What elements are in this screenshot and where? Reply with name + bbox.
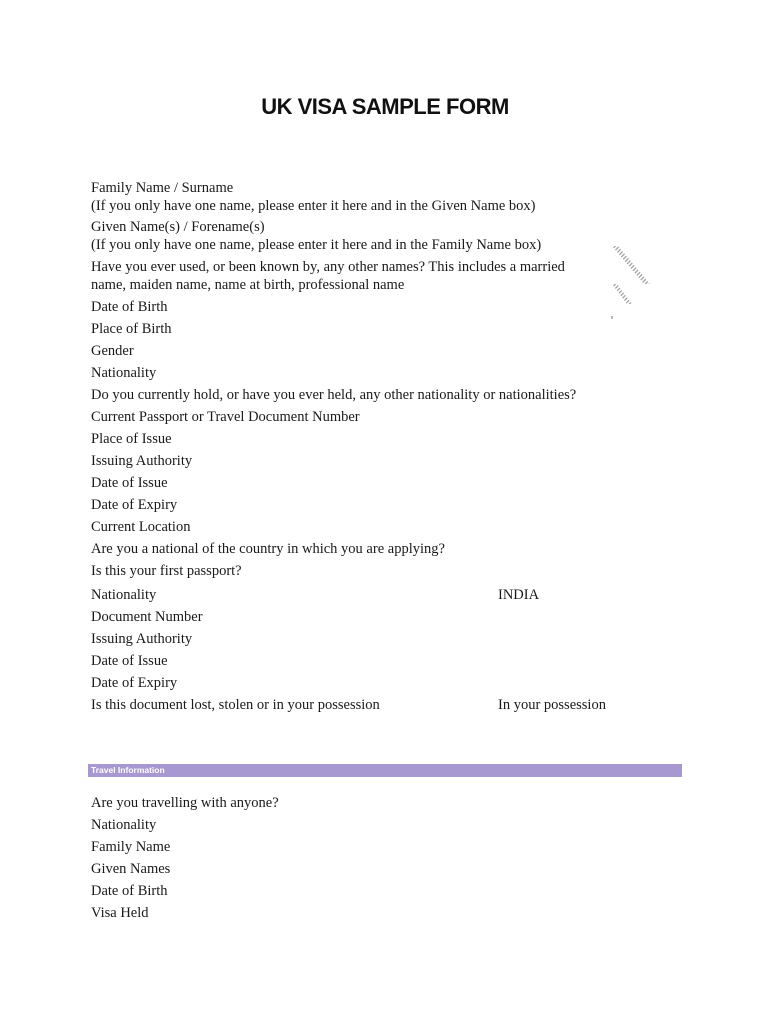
prev-status-question: Is this document lost, stolen or in your possession (91, 697, 380, 713)
passport-number-label: Current Passport or Travel Document Number (91, 409, 360, 425)
date-of-issue-label: Date of Issue (91, 475, 168, 491)
family-name-note: (If you only have one name, please enter it here and in the Given Name box) (91, 198, 536, 214)
first-passport-question: Is this your first passport? (91, 563, 242, 579)
given-name-note: (If you only have one name, please enter it here and in the Family Name box) (91, 237, 542, 253)
other-nationality-question: Do you currently hold, or have you ever held, any other nationality or nationalities? (91, 387, 577, 403)
prev-date-of-issue-label: Date of Issue (91, 653, 168, 669)
page-title: UK VISA SAMPLE FORM (261, 94, 509, 119)
companion-given-names-label: Given Names (91, 861, 171, 877)
gender-label: Gender (91, 343, 134, 359)
companion-visa-held-label: Visa Held (91, 905, 149, 921)
current-location-label: Current Location (91, 519, 191, 535)
given-name-label: Given Name(s) / Forename(s) (91, 219, 265, 235)
dob-label: Date of Birth (91, 299, 168, 315)
companion-nationality-label: Nationality (91, 817, 157, 833)
companion-dob-label: Date of Birth (91, 883, 168, 899)
scan-artifact-marks (608, 244, 656, 324)
prev-issuing-authority-label: Issuing Authority (91, 631, 193, 647)
travel-section-header (88, 764, 682, 777)
date-of-expiry-label: Date of Expiry (91, 497, 178, 513)
issuing-authority-label: Issuing Authority (91, 453, 193, 469)
prev-status-value: In your possession (498, 697, 606, 713)
prev-date-of-expiry-label: Date of Expiry (91, 675, 178, 691)
prev-document-number-label: Document Number (91, 609, 203, 625)
travel-section-label: Travel Information (91, 765, 165, 775)
prev-nationality-value: INDIA (498, 587, 540, 603)
nationality-label: Nationality (91, 365, 157, 381)
companion-family-name-label: Family Name (91, 839, 171, 855)
national-of-country-question: Are you a national of the country in which you are applying? (91, 541, 445, 557)
prev-nationality-label: Nationality (91, 587, 157, 603)
other-names-question: Have you ever used, or been known by, any other names? This includes a married name, maiden name, name at birth, professional name (91, 259, 565, 293)
travelling-with-question: Are you travelling with anyone? (91, 795, 279, 811)
pob-label: Place of Birth (91, 321, 172, 337)
family-name-label: Family Name / Surname (91, 180, 234, 196)
place-of-issue-label: Place of Issue (91, 431, 172, 447)
